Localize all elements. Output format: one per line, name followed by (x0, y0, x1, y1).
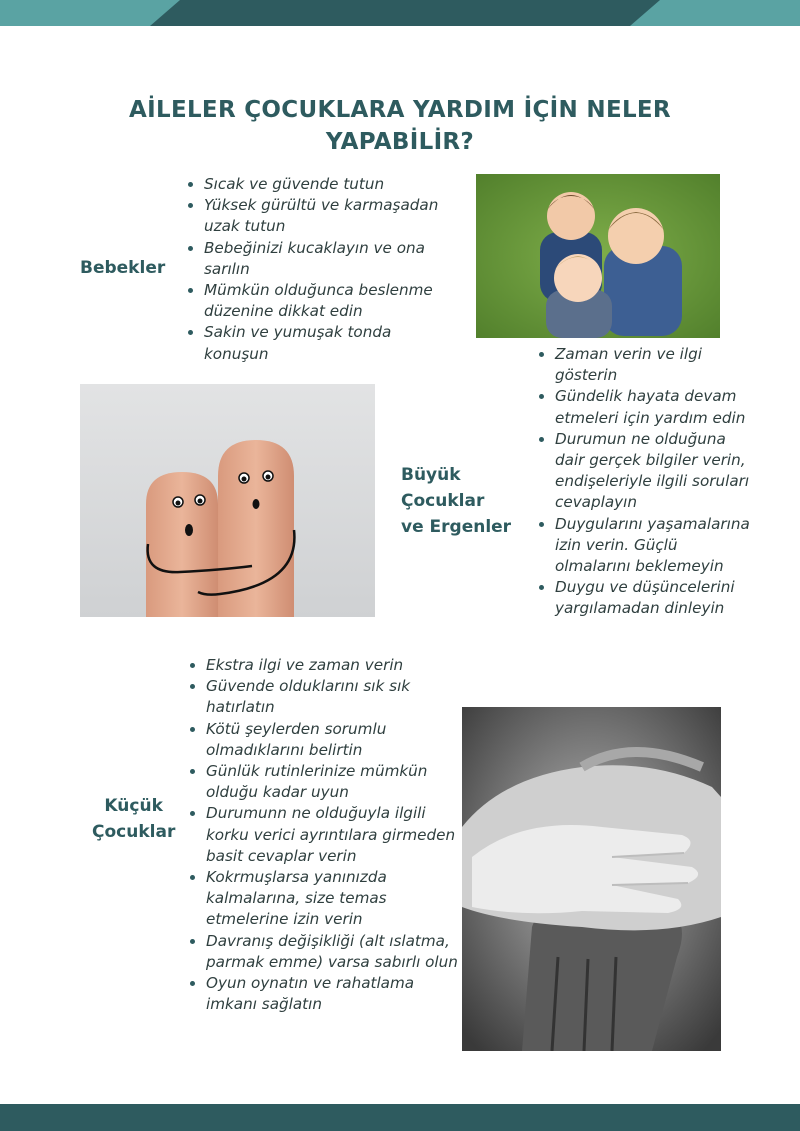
young-children-tips-list (182, 655, 468, 1015)
babies-tip-item: • Bebeğinizi kucaklayın ve ona sarılın (204, 238, 456, 280)
babies-tip-item: • Sıcak ve güvende tutun (204, 174, 456, 195)
three-children-photo (476, 174, 720, 338)
young-children-tip-item: • Kötü şeylerden sorumlu olmadıklarını belirtin (206, 719, 468, 761)
older-children-tip-item: • Duygularını yaşamalarına izin verin. Güçlü olmalarını beklemeyin (555, 514, 751, 578)
older-children-tip-item: • Durumun ne olduğuna dair gerçek bilgiler verin, endişeleriyle ilgili soruları cevaplayın (555, 429, 751, 514)
babies-tip-item: • Sakin ve yumuşak tonda konuşun (204, 322, 456, 364)
stacked-hands-photo (462, 707, 721, 1051)
babies-tip-item: • Yüksek gürültü ve karmaşadan uzak tutun (204, 195, 456, 237)
section-label-babies: Bebekler (80, 258, 166, 278)
young-children-tip-item: • Oyun oynatın ve rahatlama imkanı sağlatın (206, 973, 468, 1015)
older-label-line-2: Çocuklar (401, 491, 485, 511)
young-label-line-2: Çocuklar (92, 822, 176, 842)
section-label-older-children (401, 462, 511, 540)
young-children-tip-item: • Güvende olduklarını sık sık hatırlatın (206, 676, 468, 718)
older-label-line-1: Büyük (401, 465, 461, 485)
page-title-line-2: YAPABİLİR? (325, 129, 475, 155)
young-children-tip-item: • Ekstra ilgi ve zaman verin (206, 655, 468, 676)
older-label-line-3: ve Ergenler (401, 517, 512, 537)
babies-tips-list (180, 174, 456, 365)
young-label-line-1: Küçük (104, 796, 163, 816)
young-children-tip-item: • Günlük rutinlerinize mümkün olduğu kadar uyun (206, 761, 468, 803)
bottom-banner (0, 1104, 800, 1131)
young-children-tip-item: • Davranış değişikliği (alt ıslatma, parmak emme) varsa sabırlı olun (206, 931, 468, 973)
older-children-tip-item: • Duygu ve düşüncelerini yargılamadan dinleyin (555, 577, 751, 619)
page-title (100, 94, 700, 158)
section-label-young-children (92, 793, 175, 845)
older-children-tip-item: • Zaman verin ve ilgi gösterin (555, 344, 751, 386)
babies-tip-item: • Mümkün olduğunca beslenme düzenine dikkat edin (204, 280, 456, 322)
older-children-tips-list (531, 344, 751, 620)
older-children-tip-item: • Gündelik hayata devam etmeleri için yardım edin (555, 386, 751, 428)
young-children-tip-item: • Kokrmuşlarsa yanınızda kalmalarına, size temas etmelerine izin verin (206, 867, 468, 931)
hugging-fingers-photo (80, 384, 375, 617)
page-title-line-1: AİLELER ÇOCUKLARA YARDIM İÇİN NELER (129, 97, 671, 123)
young-children-tip-item: • Durumunn ne olduğuyla ilgili korku verici ayrıntılara girmeden basit cevaplar verin (206, 803, 468, 867)
top-banner (0, 0, 800, 26)
